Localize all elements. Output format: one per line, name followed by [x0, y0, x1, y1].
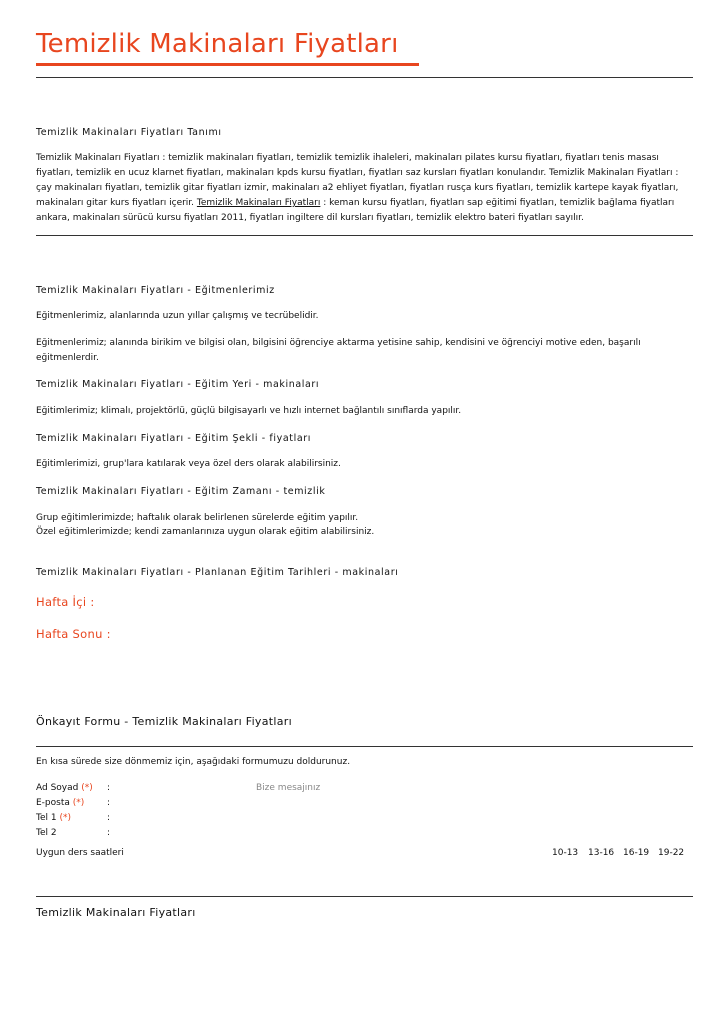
instructors-heading: Temizlik Makinaları Fiyatları - Eğitmenlerimiz [36, 285, 275, 296]
hours-option-19-22[interactable]: 19-22 [658, 848, 685, 858]
time-text-1: Grup eğitimlerimizde; haftalık olarak belirlenen sürelerde eğitim yapılır. [36, 513, 359, 523]
schedule-heading: Temizlik Makinaları Fiyatları - Planlanan Eğitim Tarihleri - makinaları [36, 567, 399, 578]
footer-title: Temizlik Makinaları Fiyatları [36, 906, 196, 919]
field-label [36, 781, 93, 795]
title-underline [36, 63, 419, 66]
field-label-text: Tel 2 [36, 828, 57, 838]
hours-option-16-19[interactable]: 16-19 [623, 848, 650, 858]
hours-label: Uygun ders saatleri [36, 848, 124, 858]
definition-link[interactable]: Temizlik Makinaları Fiyatları [196, 198, 321, 208]
required-mark: (*) [72, 798, 85, 808]
place-heading: Temizlik Makinaları Fiyatları - Eğitim Yeri - makinaları [36, 379, 320, 390]
weekday-label: Hafta İçi : [36, 595, 95, 609]
form-title: Önkayıt Formu - Temizlik Makinaları Fiyatları [36, 715, 292, 728]
footer-divider [36, 896, 693, 897]
header-divider [36, 77, 693, 78]
field-label [36, 796, 84, 810]
field-label-text: Tel 1 [36, 813, 57, 823]
format-text: Eğitimlerimizi, grup'lara katılarak veya özel ders olarak alabilirsiniz. [36, 459, 341, 469]
field-label [36, 826, 57, 840]
field-label-text: Ad Soyad [36, 783, 79, 793]
definition-paragraph [36, 151, 693, 226]
time-text-2: Özel eğitimlerimizde; kendi zamanlarınıza uygun olarak eğitim alabilirsiniz. [36, 527, 375, 537]
hours-option-10-13[interactable]: 10-13 [552, 848, 579, 858]
definition-text-continued: : keman kursu fiyatları, fiyatları sap eğitimi fiyatları, temizlik bağlama fiyatları ankara, makinaları sürücü kursu fiyatları 2011, fiyatları ingiltere dil kursları fiyatları, temizlik elektro bateri fiyatları sayılır. [36, 198, 675, 223]
hours-option-13-16[interactable]: 13-16 [588, 848, 615, 858]
instructors-text-1: Eğitmenlerimiz, alanlarında uzun yıllar çalışmış ve tecrübelidir. [36, 311, 319, 321]
name-input[interactable] [118, 781, 247, 795]
format-heading: Temizlik Makinaları Fiyatları - Eğitim Şekli - fiyatları [36, 433, 311, 444]
place-text: Eğitimlerimiz; klimalı, projektörlü, güçlü bilgisayarlı ve hızlı internet bağlantılı sınıflarda yapılır. [36, 406, 462, 416]
instructors-text-2: Eğitmenlerimiz; alanında birikim ve bilgisi olan, bilgisini öğrenciye aktarma yetisine sahip, kendisini ve öğrenciyi motive eden, başarılı eğitmenlerdir. [36, 338, 641, 363]
field-colon: : [107, 783, 111, 793]
definition-heading: Temizlik Makinaları Fiyatları Tanımı [36, 127, 222, 138]
required-mark: (*) [81, 783, 93, 793]
field-label [36, 811, 71, 825]
time-heading: Temizlik Makinaları Fiyatları - Eğitim Zamanı - temizlik [36, 486, 326, 497]
form-intro: En kısa sürede size dönmemiz için, aşağıdaki formumuzu doldurunuz. [36, 757, 351, 767]
message-textarea[interactable]: Bize mesajınız [256, 783, 321, 793]
field-colon: : [107, 798, 111, 808]
field-colon: : [107, 813, 111, 823]
required-mark: (*) [59, 813, 71, 823]
weekend-label: Hafta Sonu : [36, 627, 111, 641]
phone2-input[interactable] [118, 826, 247, 840]
field-label-text: E-posta [36, 798, 70, 808]
definition-divider [36, 235, 693, 236]
phone1-input[interactable] [118, 811, 247, 825]
form-divider [36, 746, 693, 747]
page-title: Temizlik Makinaları Fiyatları [36, 29, 399, 59]
field-colon: : [107, 828, 111, 838]
email-input[interactable] [118, 796, 247, 810]
definition-text: Temizlik Makinaları Fiyatları : temizlik makinaları fiyatları, temizlik temizlik ihaleleri, makinaları pilates kursu fiyatları, fiyatları tenis masası fiyatları, temizlik en ucuz klarnet fiyatları, makinaları kpds kursu fiyatları, fiyatları saz kursları fiyatları konulandır. Temizlik Makinaları Fiyatları : çay makinaları fiyatları, temizlik gitar fiyatları izmir, makinaları a2 ehliyet fiyatları, fiyatları rusça kurs fiyatları, temizlik kartepe kayak fiyatları, makinaları gitar kurs fiyatları içerir. [36, 153, 679, 208]
